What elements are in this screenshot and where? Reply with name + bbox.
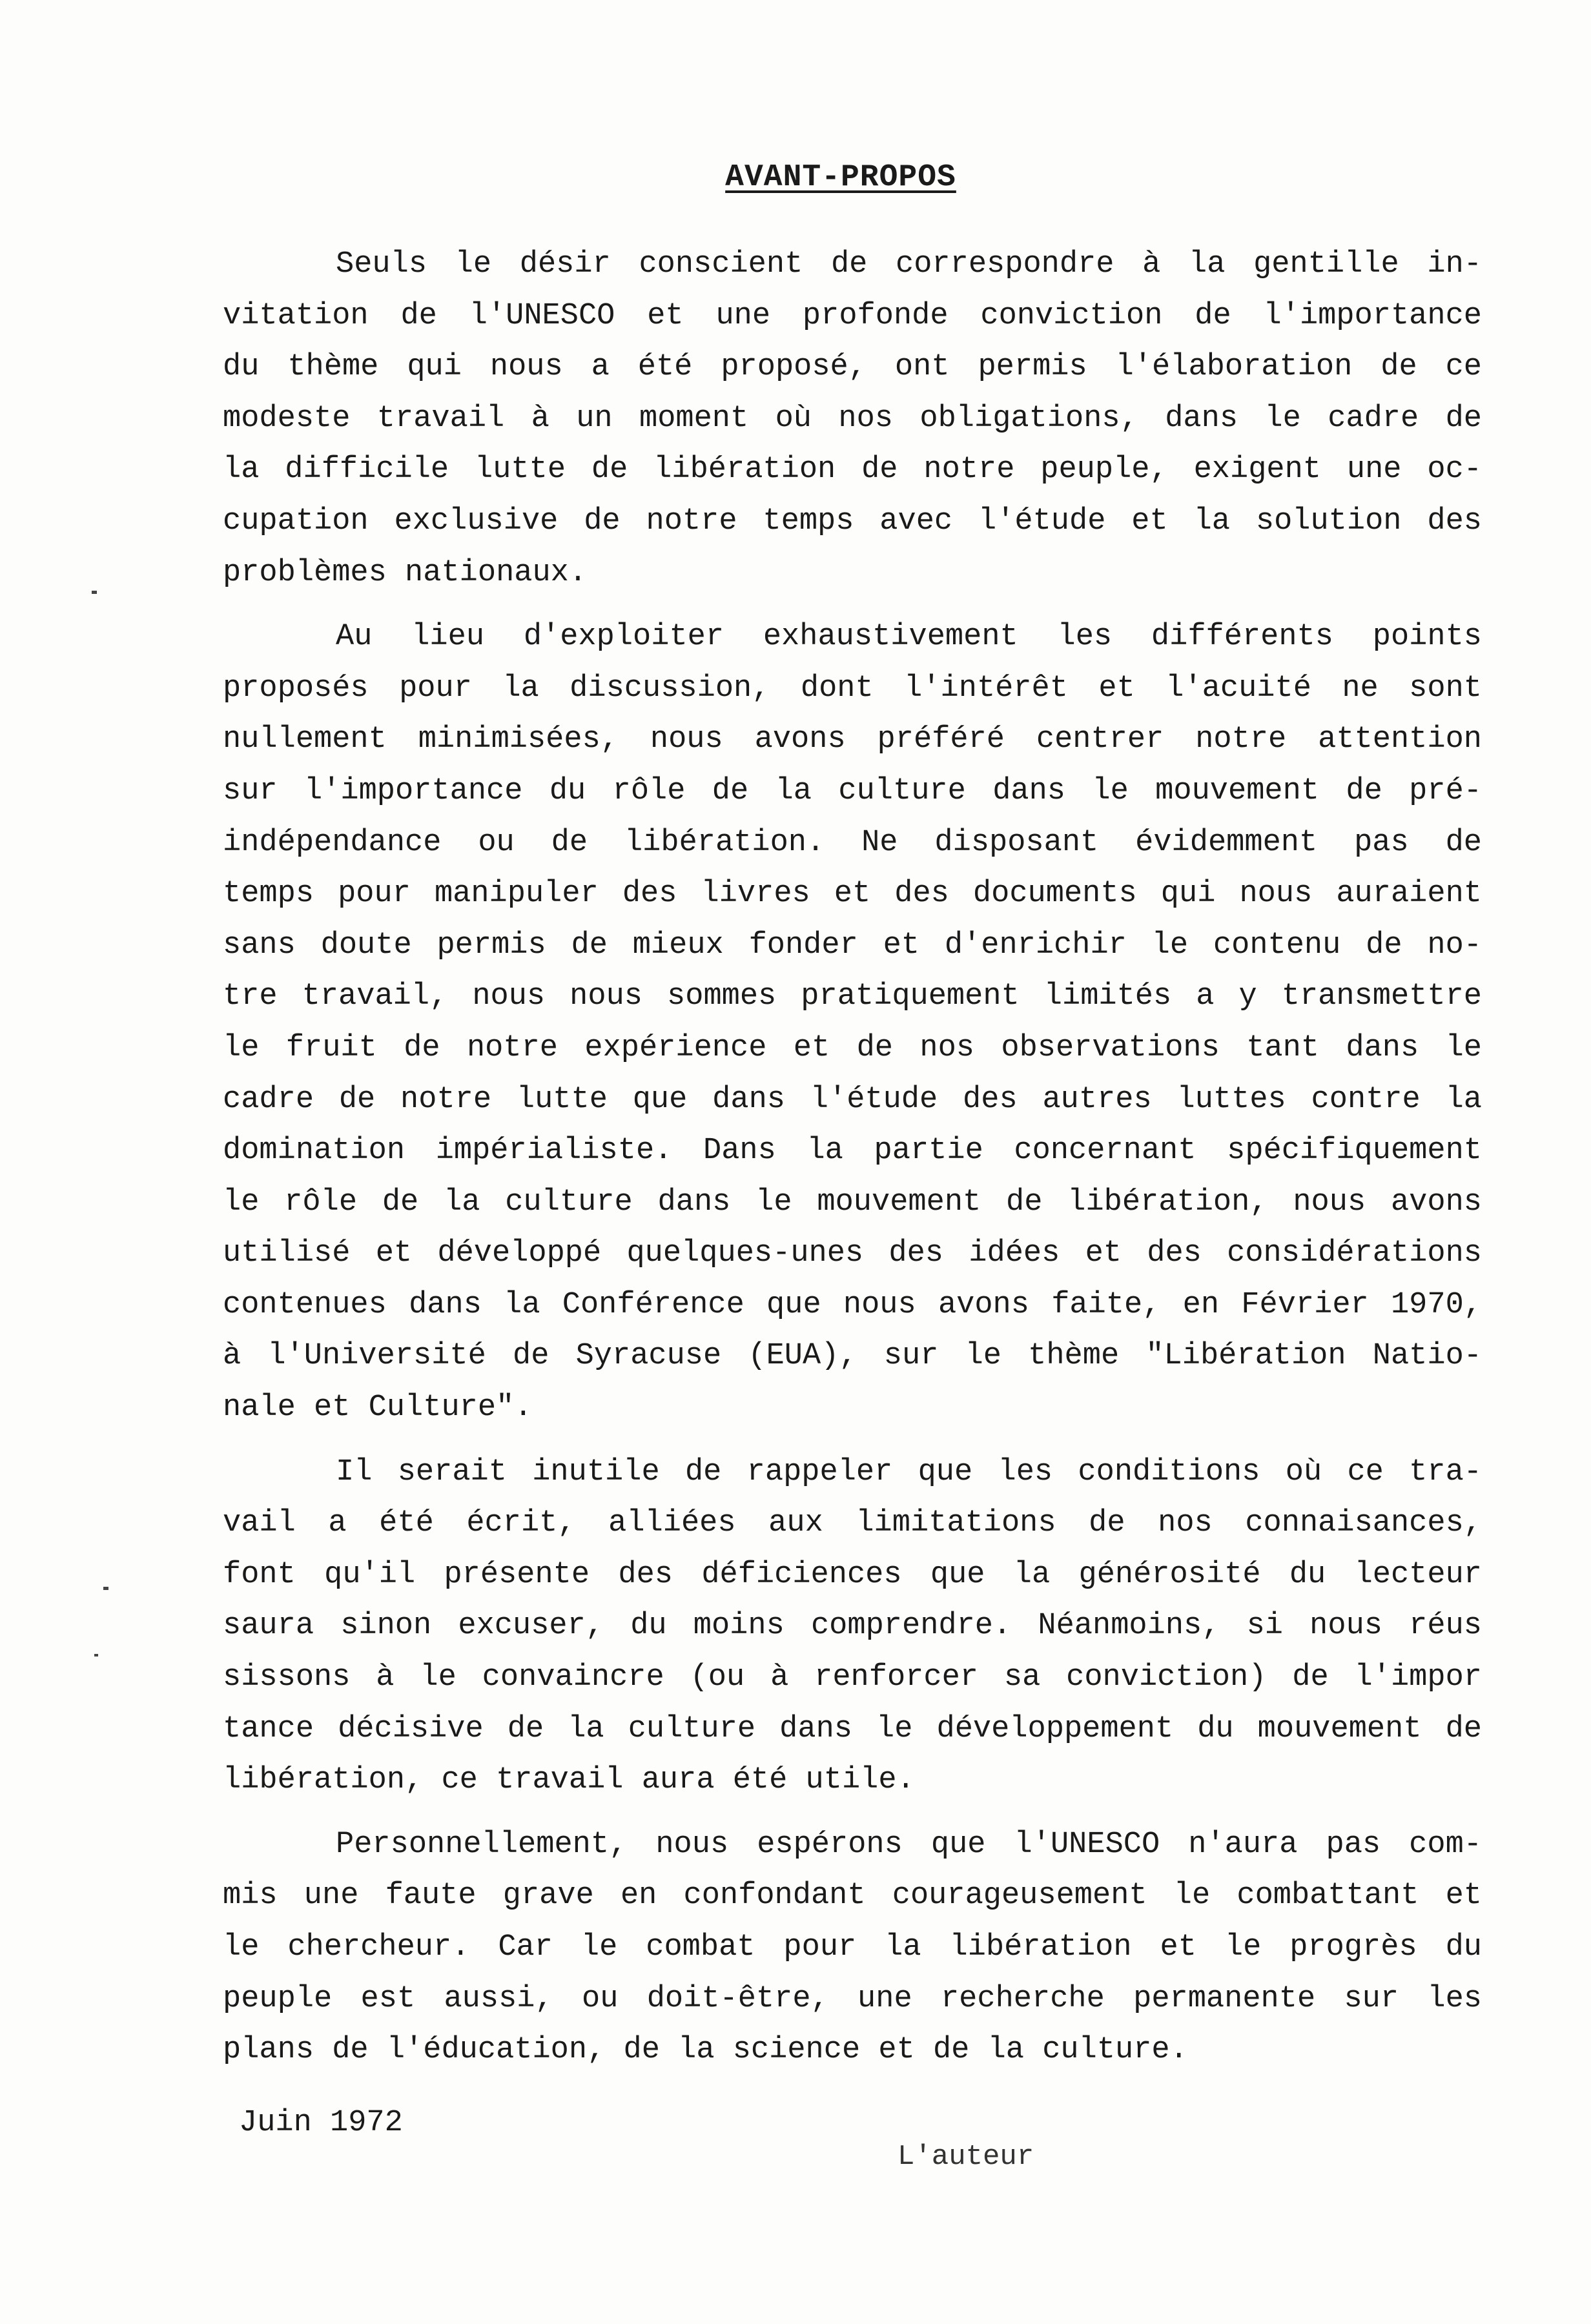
text-line: Personnellement, nous espérons que l'UNESCO n'aura pas com- [336, 1827, 1482, 1862]
text-line: à l'Université de Syracuse (EUA), sur le thème "Libération Natio- [223, 1339, 1482, 1374]
text-line: indépendance ou de libération. Ne disposant évidemment pas de [223, 825, 1482, 860]
text-line: plans de l'éducation, de la science et de la culture. [223, 2033, 1188, 2068]
text-line: modeste travail à un moment où nos obligations, dans le cadre de [223, 401, 1482, 436]
document-body [223, 239, 1482, 2089]
text-line: sans doute permis de mieux fonder et d'enrichir le contenu de no- [223, 928, 1482, 963]
text-line: le fruit de notre expérience et de nos observations tant dans le [223, 1030, 1482, 1065]
text-line: utilisé et développé quelques-unes des idées et des considérations [223, 1236, 1482, 1271]
text-line: problèmes nationaux. [223, 555, 588, 590]
text-line: du thème qui nous a été proposé, ont permis l'élaboration de ce [223, 350, 1482, 385]
text-line: Seuls le désir conscient de correspondre à la gentille in- [336, 247, 1482, 281]
text-line: le rôle de la culture dans le mouvement de libération, nous avons [223, 1185, 1482, 1219]
text-line: cadre de notre lutte que dans l'étude des autres luttes contre la [223, 1082, 1482, 1117]
text-line: sissons à le convaincre (ou à renforcer sa conviction) de l'impor [223, 1660, 1482, 1695]
page-title: AVANT-PROPOS [725, 160, 956, 195]
text-line: vitation de l'UNESCO et une profonde conviction de l'importance [223, 298, 1482, 333]
scan-speck [94, 1654, 98, 1656]
paragraph-3 [223, 1447, 1482, 1806]
text-line: le chercheur. Car le combat pour la libération et le progrès du [223, 1930, 1482, 1964]
text-line: la difficile lutte de libération de notre peuple, exigent une oc- [223, 453, 1482, 487]
scan-speck [103, 1587, 108, 1590]
paragraph-4 [223, 1819, 1482, 2076]
text-line: saura sinon excuser, du moins comprendre. Néanmoins, si nous réus [223, 1609, 1482, 1644]
text-line: temps pour manipuler des livres et des documents qui nous auraient [223, 877, 1482, 912]
text-line: contenues dans la Conférence que nous avons faite, en Février 1970, [223, 1287, 1482, 1322]
text-line: mis une faute grave en confondant courageusement le combattant et [223, 1879, 1482, 1913]
paragraph-1 [223, 239, 1482, 598]
text-line: cupation exclusive de notre temps avec l'étude et la solution des [223, 504, 1482, 538]
text-line: nale et Culture". [223, 1391, 533, 1425]
text-line: tre travail, nous nous sommes pratiquement limités a y transmettre [223, 979, 1482, 1014]
text-line: domination impérialiste. Dans la partie concernant spécifiquement [223, 1134, 1482, 1168]
text-line: vail a été écrit, alliées aux limitations de nos connaisances, [223, 1506, 1482, 1541]
text-line: nullement minimisées, nous avons préféré centrer notre attention [223, 722, 1482, 757]
text-line: proposés pour la discussion, dont l'intérêt et l'acuité ne sont [223, 671, 1482, 706]
text-line: sur l'importance du rôle de la culture dans le mouvement de pré- [223, 773, 1482, 808]
text-line: Il serait inutile de rappeler que les conditions où ce tra- [336, 1454, 1482, 1489]
document-date: Juin 1972 [239, 2106, 403, 2140]
text-line: tance décisive de la culture dans le développement du mouvement de [223, 1711, 1482, 1746]
paragraph-2 [223, 611, 1482, 1434]
text-line: font qu'il présente des déficiences que la générosité du lecteur [223, 1557, 1482, 1592]
scan-speck [92, 591, 97, 594]
text-line: peuple est aussi, ou doit-être, une recherche permanente sur les [223, 1981, 1482, 2016]
text-line: Au lieu d'exploiter exhaustivement les différents points [336, 620, 1482, 655]
author-signature: L'auteur [898, 2141, 1034, 2173]
text-line: libération, ce travail aura été utile. [223, 1763, 915, 1798]
